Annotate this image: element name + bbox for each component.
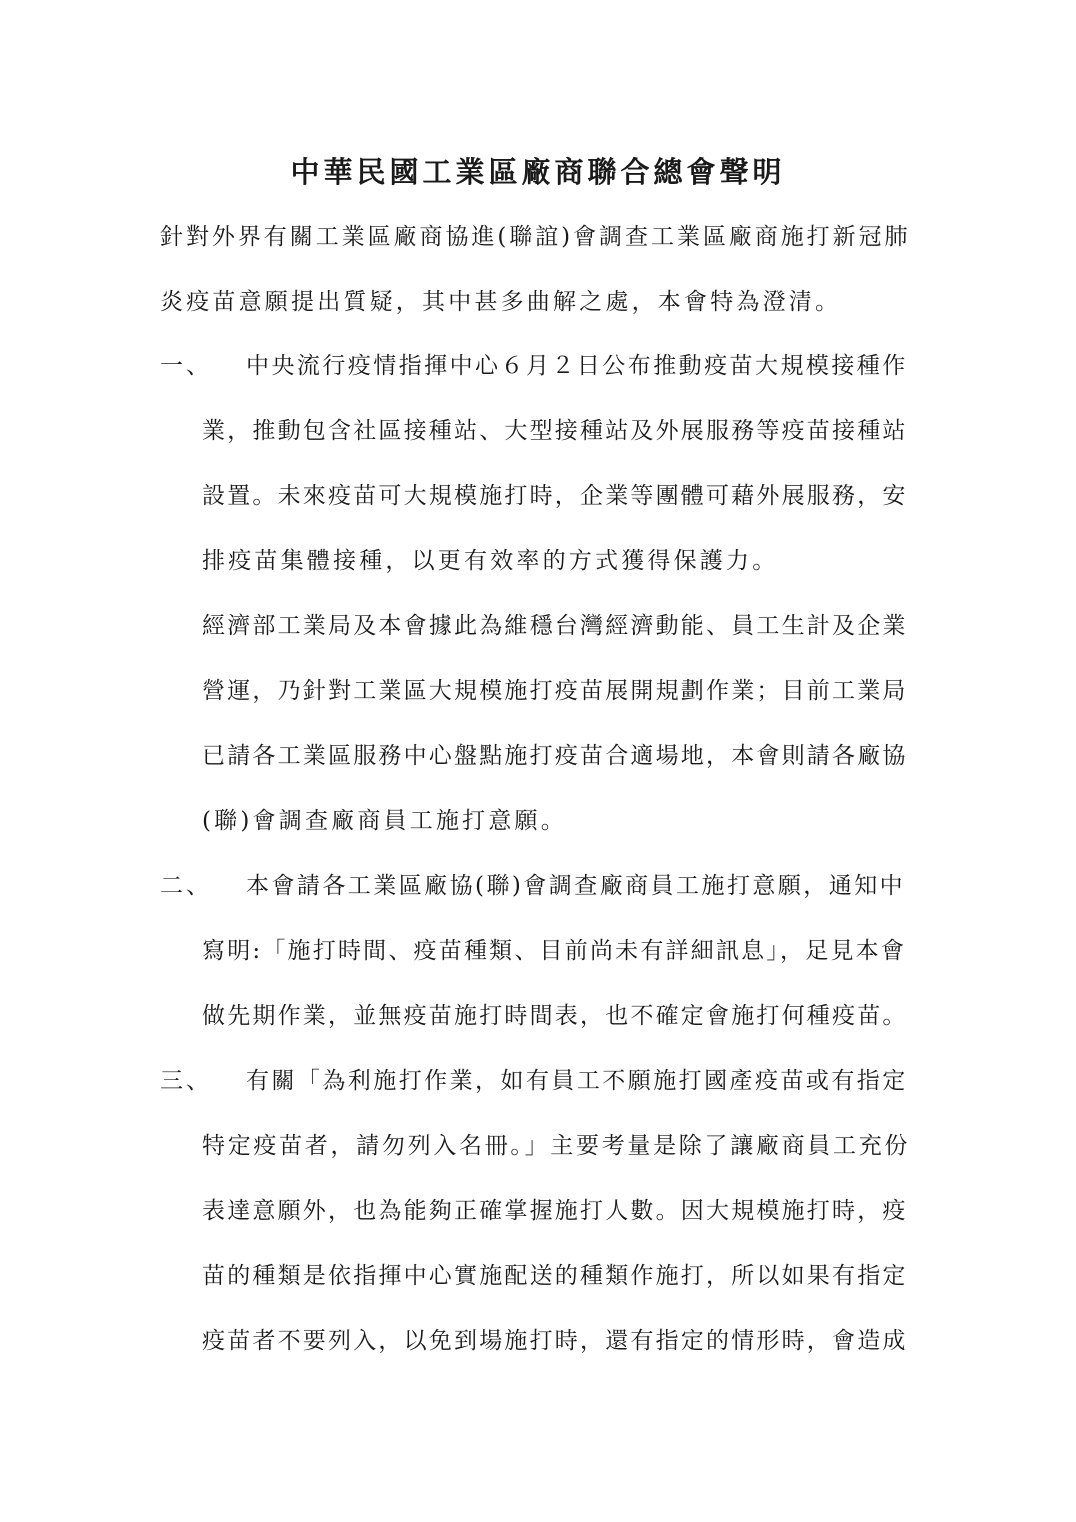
- section-line: 特定疫苗者，請勿列入名冊。」主要考量是除了讓廠商員工充份: [202, 1133, 911, 1159]
- section-line: 設置。未來疫苗可大規模施打時，企業等團體可藉外展服務，安: [202, 483, 908, 509]
- section-line: 寫明:「施打時間、疫苗種類、目前尚未有詳細訊息」，足見本會: [202, 938, 907, 964]
- section-line: 有關「為利施打作業，如有員工不願施打國產疫苗或有指定: [246, 1068, 908, 1094]
- section-line: 排疫苗集體接種，以更有效率的方式獲得保護力。: [202, 548, 779, 574]
- section-line: 疫苗者不要列入，以免到場施打時，還有指定的情形時，會造成: [202, 1328, 908, 1354]
- section-line: (聯)會調查廠商員工施打意願。: [202, 808, 567, 834]
- section-marker: 三、: [160, 1068, 212, 1094]
- document-title: 中華民國工業區廠商聯合總會聲明: [290, 155, 786, 189]
- section-marker: 一、: [160, 353, 212, 379]
- section-line: 中央流行疫情指揮中心６月２日公布推動疫苗大規模接種作: [246, 353, 908, 379]
- section-line: 業，推動包含社區接種站、大型接種站及外展服務等疫苗接種站: [202, 418, 908, 444]
- section-line: 做先期作業，並無疫苗施打時間表，也不確定會施打何種疫苗。: [202, 1003, 908, 1029]
- section-line: 已請各工業區服務中心盤點施打疫苗合適場地，本會則請各廠協: [202, 743, 908, 769]
- section-line: 苗的種類是依指揮中心實施配送的種類作施打，所以如果有指定: [202, 1263, 908, 1289]
- section-line: 經濟部工業局及本會據此為維穩台灣經濟動能、員工生計及企業: [202, 613, 908, 639]
- intro-line: 炎疫苗意願提出質疑，其中甚多曲解之處，本會特為澄清。: [160, 289, 842, 315]
- section-line: 表達意願外，也為能夠正確掌握施打人數。因大規模施打時，疫: [202, 1198, 908, 1224]
- section-line: 營運，乃針對工業區大規模施打疫苗展開規劃作業；目前工業局: [202, 678, 908, 704]
- intro-line: 針對外界有關工業區廠商協進(聯誼)會調查工業區廠商施打新冠肺: [160, 224, 911, 250]
- section-line: 本會請各工業區廠協(聯)會調查廠商員工施打意願，通知中: [246, 873, 906, 899]
- section-marker: 二、: [160, 873, 212, 899]
